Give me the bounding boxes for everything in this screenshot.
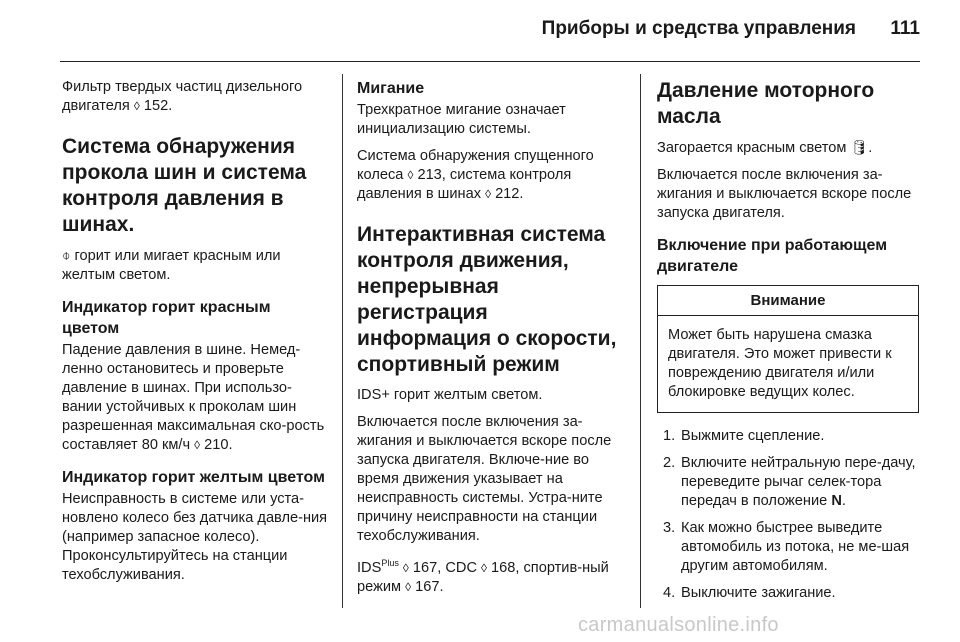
cross-reference-icon[interactable]: ◊ xyxy=(133,99,140,113)
subsection-heading: Индикатор горит желтым цветом xyxy=(62,469,325,486)
paragraph: Включается после включения за-жигания и выключается вскоре после запуска двигателя. Включе-ние во время движения указывает на неисправность системы. Устра-ните причину неисправности на станции техобслуживания. xyxy=(357,414,612,544)
cross-reference-icon[interactable]: ◊ xyxy=(194,438,201,452)
column-1 xyxy=(62,78,330,593)
paragraph: Загорается красным светом 🛢. xyxy=(657,139,873,156)
cross-reference[interactable]: 152. xyxy=(143,98,173,114)
list-item: 3. Как можно быстрее выведите автомобиль из потока, не ме-шая другим автомобилям. xyxy=(663,520,910,574)
list-item: 2. Включите нейтральную пере-дачу, переведите рычаг селек-тора передач в положение N. xyxy=(663,455,916,509)
warning-text: Может быть нарушена смазка двигателя. Это может привести к повреждению двигателя и/или блокировке ведущих колес. xyxy=(668,327,892,400)
cross-reference-icon[interactable]: ◊ xyxy=(407,168,414,182)
paragraph: Падение давления в шине. Немед-ленно остановитесь и проверьте давление в шинах. При использо-вании устойчивых к проколам шин разрешенная максимальная ско-рость составляет 80 км/ч ◊ 210. xyxy=(62,342,325,453)
cross-reference-icon[interactable]: ◊ xyxy=(405,579,412,594)
steps-list xyxy=(657,427,919,603)
column-divider-1 xyxy=(342,74,343,608)
section-heading: Давление моторного масла xyxy=(657,79,875,128)
paragraph: Система обнаружения спущенного колеса ◊ 213, система контроля давления в шинах ◊ 212. xyxy=(357,148,594,202)
cross-reference-icon[interactable]: ◊ xyxy=(402,560,409,575)
paragraph: Включается после включения за-жигания и выключается вскоре после запуска двигателя. xyxy=(657,167,912,221)
list-item: 1. Выжмите сцепление. xyxy=(663,428,825,444)
paragraph: $IDS^{Plus}$ ◊ 167, CDC ◊ 168, спортив-ный режим ◊ 167. xyxy=(357,558,609,595)
warning-title: Внимание xyxy=(658,286,918,316)
cross-reference[interactable]: 168, спортив-ный режим xyxy=(357,559,609,595)
paragraph: ⌽ горит или мигает красным или желтым светом. xyxy=(62,247,281,283)
page-number: 111 xyxy=(890,18,920,39)
page-header xyxy=(0,0,960,62)
header-title: Приборы и средства управления xyxy=(541,18,856,39)
subsection-heading: Индикатор горит красным цветом xyxy=(62,299,271,337)
cross-reference[interactable]: 213, система контроля давления в шинах xyxy=(357,167,572,202)
list-item: 4. Выключите зажигание. xyxy=(663,585,836,601)
oil-can-icon: 🛢 xyxy=(850,139,869,155)
watermark: carmanualsonline.info xyxy=(578,614,779,636)
section-heading: Система обнаружения прокола шин и система контроля давления в шинах. xyxy=(62,135,307,236)
subsection-heading: Мигание xyxy=(357,80,425,97)
column-divider-2 xyxy=(640,74,641,608)
cross-reference[interactable]: 167. xyxy=(415,578,444,595)
cross-reference-icon[interactable]: ◊ xyxy=(481,560,487,575)
header-rule xyxy=(60,61,920,62)
warning-box xyxy=(657,285,919,413)
subsection-heading: Включение при работающем двигателе xyxy=(657,237,888,275)
paragraph: Фильтр твердых частиц дизельного двигателя ◊ 152. xyxy=(62,79,303,114)
cross-reference[interactable]: 210. xyxy=(204,437,233,453)
column-3 xyxy=(657,78,919,611)
cross-reference[interactable]: 167, CDC xyxy=(412,559,477,576)
section-heading: Интерактивная система контроля движения, непрерывная регистрация информация о скорости, спортивный режим xyxy=(357,223,617,376)
cross-reference-icon[interactable]: ◊ xyxy=(485,187,491,201)
paragraph: IDS+ горит желтым светом. xyxy=(357,387,543,403)
paragraph: Неисправность в системе или уста-новлено колесо без датчика давле-ния (например запасное колесо). Проконсультируйтесь на станции техобслуживания. xyxy=(62,491,328,583)
tire-pressure-icon: ⌽ xyxy=(62,247,71,263)
paragraph: Трехкратное мигание означает инициализацию системы. xyxy=(357,102,566,137)
cross-reference[interactable]: 212. xyxy=(495,186,524,202)
column-2 xyxy=(357,78,625,605)
